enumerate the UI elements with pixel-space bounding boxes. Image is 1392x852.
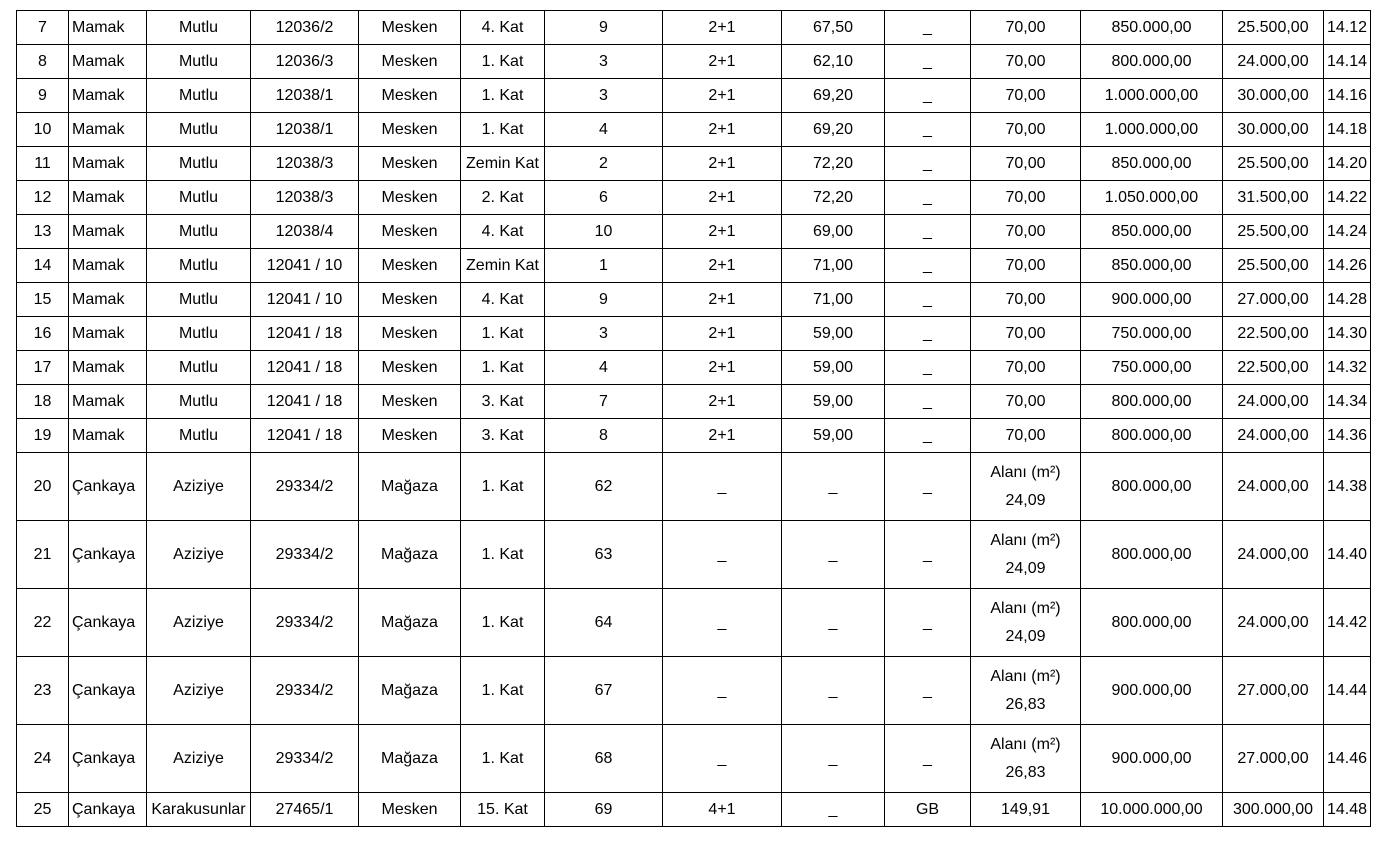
area-cell: 70,00 [971, 249, 1081, 283]
room-count-cell: 2+1 [663, 79, 782, 113]
property-type-cell: Mesken [359, 181, 461, 215]
price-cell: 1.000.000,00 [1081, 79, 1223, 113]
neighborhood-cell: Aziziye [147, 453, 251, 521]
time-cell: 14.34 [1324, 385, 1371, 419]
extra-cell: _ [885, 589, 971, 657]
table-row [17, 181, 1371, 215]
gross-area-cell: 67,50 [782, 11, 885, 45]
deposit-cell: 24.000,00 [1223, 589, 1324, 657]
unit-number-cell: 8 [545, 419, 663, 453]
property-type-cell: Mağaza [359, 657, 461, 725]
area-label: Alanı (m²) [990, 531, 1061, 549]
row-number-cell: 17 [17, 351, 69, 385]
row-number-cell: 7 [17, 11, 69, 45]
property-type-cell: Mesken [359, 215, 461, 249]
row-number-cell: 10 [17, 113, 69, 147]
district-cell: Mamak [69, 79, 147, 113]
gross-area-cell: 69,20 [782, 79, 885, 113]
neighborhood-cell: Aziziye [147, 657, 251, 725]
room-count-cell: 2+1 [663, 181, 782, 215]
unit-number-cell: 68 [545, 725, 663, 793]
neighborhood-cell: Mutlu [147, 317, 251, 351]
price-cell: 850.000,00 [1081, 11, 1223, 45]
table-row [17, 113, 1371, 147]
time-cell: 14.26 [1324, 249, 1371, 283]
neighborhood-cell: Mutlu [147, 181, 251, 215]
property-type-cell: Mağaza [359, 521, 461, 589]
unit-number-cell: 1 [545, 249, 663, 283]
table-row [17, 147, 1371, 181]
price-cell: 800.000,00 [1081, 385, 1223, 419]
area-label: Alanı (m²) [990, 599, 1061, 617]
floor-cell: 2. Kat [461, 181, 545, 215]
area-cell: 70,00 [971, 45, 1081, 79]
floor-cell: 3. Kat [461, 419, 545, 453]
parcel-cell: 12041 / 18 [251, 351, 359, 385]
extra-cell: _ [885, 79, 971, 113]
room-count-cell: _ [663, 725, 782, 793]
row-number-cell: 19 [17, 419, 69, 453]
gross-area-cell: 59,00 [782, 385, 885, 419]
parcel-cell: 12038/1 [251, 79, 359, 113]
table-row [17, 725, 1371, 793]
extra-cell: _ [885, 317, 971, 351]
gross-area-cell: 62,10 [782, 45, 885, 79]
extra-cell: _ [885, 45, 971, 79]
extra-cell: GB [885, 793, 971, 827]
deposit-cell: 27.000,00 [1223, 657, 1324, 725]
district-cell: Mamak [69, 351, 147, 385]
parcel-cell: 12038/1 [251, 113, 359, 147]
neighborhood-cell: Mutlu [147, 283, 251, 317]
neighborhood-cell: Karakusunlar [147, 793, 251, 827]
parcel-cell: 29334/2 [251, 521, 359, 589]
deposit-cell: 24.000,00 [1223, 453, 1324, 521]
time-cell: 14.16 [1324, 79, 1371, 113]
price-cell: 10.000.000,00 [1081, 793, 1223, 827]
deposit-cell: 25.500,00 [1223, 215, 1324, 249]
gross-area-cell: _ [782, 453, 885, 521]
deposit-cell: 27.000,00 [1223, 725, 1324, 793]
district-cell: Mamak [69, 147, 147, 181]
room-count-cell: 4+1 [663, 793, 782, 827]
district-cell: Çankaya [69, 725, 147, 793]
row-number-cell: 13 [17, 215, 69, 249]
row-number-cell: 18 [17, 385, 69, 419]
unit-number-cell: 9 [545, 283, 663, 317]
row-number-cell: 15 [17, 283, 69, 317]
property-type-cell: Mesken [359, 351, 461, 385]
neighborhood-cell: Mutlu [147, 113, 251, 147]
floor-cell: Zemin Kat [461, 147, 545, 181]
parcel-cell: 12041 / 18 [251, 385, 359, 419]
time-cell: 14.14 [1324, 45, 1371, 79]
area-value: 24,09 [1005, 559, 1046, 577]
parcel-cell: 29334/2 [251, 589, 359, 657]
floor-cell: 1. Kat [461, 113, 545, 147]
price-cell: 750.000,00 [1081, 351, 1223, 385]
time-cell: 14.40 [1324, 521, 1371, 589]
deposit-cell: 25.500,00 [1223, 11, 1324, 45]
time-cell: 14.28 [1324, 283, 1371, 317]
district-cell: Mamak [69, 419, 147, 453]
parcel-cell: 12041 / 10 [251, 283, 359, 317]
gross-area-cell: 69,20 [782, 113, 885, 147]
district-cell: Mamak [69, 283, 147, 317]
deposit-cell: 30.000,00 [1223, 79, 1324, 113]
time-cell: 14.22 [1324, 181, 1371, 215]
parcel-cell: 12041 / 10 [251, 249, 359, 283]
row-number-cell: 23 [17, 657, 69, 725]
table-row [17, 453, 1371, 521]
room-count-cell: 2+1 [663, 45, 782, 79]
district-cell: Çankaya [69, 453, 147, 521]
neighborhood-cell: Mutlu [147, 147, 251, 181]
gross-area-cell: 71,00 [782, 283, 885, 317]
neighborhood-cell: Aziziye [147, 521, 251, 589]
room-count-cell: _ [663, 521, 782, 589]
extra-cell: _ [885, 453, 971, 521]
extra-cell: _ [885, 521, 971, 589]
time-cell: 14.48 [1324, 793, 1371, 827]
extra-cell: _ [885, 181, 971, 215]
parcel-cell: 29334/2 [251, 657, 359, 725]
price-cell: 750.000,00 [1081, 317, 1223, 351]
price-cell: 800.000,00 [1081, 45, 1223, 79]
extra-cell: _ [885, 725, 971, 793]
gross-area-cell: 59,00 [782, 419, 885, 453]
gross-area-cell: 59,00 [782, 351, 885, 385]
table-row [17, 45, 1371, 79]
neighborhood-cell: Mutlu [147, 45, 251, 79]
row-number-cell: 9 [17, 79, 69, 113]
neighborhood-cell: Mutlu [147, 385, 251, 419]
room-count-cell: 2+1 [663, 385, 782, 419]
floor-cell: 4. Kat [461, 283, 545, 317]
unit-number-cell: 67 [545, 657, 663, 725]
table-row [17, 317, 1371, 351]
price-cell: 800.000,00 [1081, 589, 1223, 657]
district-cell: Mamak [69, 215, 147, 249]
deposit-cell: 25.500,00 [1223, 147, 1324, 181]
property-type-cell: Mesken [359, 147, 461, 181]
area-cell: 149,91 [971, 793, 1081, 827]
parcel-cell: 27465/1 [251, 793, 359, 827]
property-type-cell: Mesken [359, 793, 461, 827]
property-type-cell: Mesken [359, 113, 461, 147]
area-label: Alanı (m²) [990, 735, 1061, 753]
area-cell [971, 725, 1081, 793]
parcel-cell: 12036/2 [251, 11, 359, 45]
unit-number-cell: 9 [545, 11, 663, 45]
row-number-cell: 22 [17, 589, 69, 657]
floor-cell: 4. Kat [461, 215, 545, 249]
deposit-cell: 300.000,00 [1223, 793, 1324, 827]
floor-cell: 1. Kat [461, 351, 545, 385]
gross-area-cell: _ [782, 725, 885, 793]
deposit-cell: 31.500,00 [1223, 181, 1324, 215]
property-type-cell: Mesken [359, 385, 461, 419]
gross-area-cell: 59,00 [782, 317, 885, 351]
unit-number-cell: 63 [545, 521, 663, 589]
unit-number-cell: 69 [545, 793, 663, 827]
price-cell: 850.000,00 [1081, 249, 1223, 283]
extra-cell: _ [885, 147, 971, 181]
price-cell: 1.000.000,00 [1081, 113, 1223, 147]
property-type-cell: Mesken [359, 283, 461, 317]
table-row [17, 283, 1371, 317]
row-number-cell: 21 [17, 521, 69, 589]
price-cell: 800.000,00 [1081, 453, 1223, 521]
price-cell: 800.000,00 [1081, 521, 1223, 589]
time-cell: 14.32 [1324, 351, 1371, 385]
neighborhood-cell: Mutlu [147, 351, 251, 385]
table-row [17, 11, 1371, 45]
area-cell: 70,00 [971, 147, 1081, 181]
room-count-cell: 2+1 [663, 317, 782, 351]
extra-cell: _ [885, 351, 971, 385]
area-cell: 70,00 [971, 385, 1081, 419]
row-number-cell: 20 [17, 453, 69, 521]
table-row [17, 79, 1371, 113]
extra-cell: _ [885, 215, 971, 249]
extra-cell: _ [885, 11, 971, 45]
neighborhood-cell: Mutlu [147, 215, 251, 249]
time-cell: 14.30 [1324, 317, 1371, 351]
deposit-cell: 24.000,00 [1223, 45, 1324, 79]
table-row [17, 351, 1371, 385]
time-cell: 14.42 [1324, 589, 1371, 657]
row-number-cell: 11 [17, 147, 69, 181]
parcel-cell: 12041 / 18 [251, 419, 359, 453]
property-auction-table [16, 10, 1371, 827]
property-type-cell: Mesken [359, 79, 461, 113]
neighborhood-cell: Mutlu [147, 419, 251, 453]
area-value: 26,83 [1005, 763, 1046, 781]
property-type-cell: Mesken [359, 249, 461, 283]
price-cell: 900.000,00 [1081, 657, 1223, 725]
extra-cell: _ [885, 419, 971, 453]
neighborhood-cell: Mutlu [147, 249, 251, 283]
area-cell: 70,00 [971, 283, 1081, 317]
table-row [17, 249, 1371, 283]
property-type-cell: Mesken [359, 11, 461, 45]
district-cell: Çankaya [69, 793, 147, 827]
district-cell: Çankaya [69, 589, 147, 657]
extra-cell: _ [885, 113, 971, 147]
gross-area-cell: 72,20 [782, 181, 885, 215]
area-cell [971, 453, 1081, 521]
row-number-cell: 14 [17, 249, 69, 283]
price-cell: 850.000,00 [1081, 147, 1223, 181]
parcel-cell: 12038/3 [251, 181, 359, 215]
neighborhood-cell: Mutlu [147, 11, 251, 45]
area-value: 24,09 [1005, 627, 1046, 645]
district-cell: Mamak [69, 11, 147, 45]
floor-cell: 1. Kat [461, 521, 545, 589]
unit-number-cell: 62 [545, 453, 663, 521]
district-cell: Mamak [69, 317, 147, 351]
time-cell: 14.24 [1324, 215, 1371, 249]
property-type-cell: Mesken [359, 317, 461, 351]
time-cell: 14.46 [1324, 725, 1371, 793]
table-row [17, 385, 1371, 419]
area-cell: 70,00 [971, 79, 1081, 113]
neighborhood-cell: Aziziye [147, 725, 251, 793]
unit-number-cell: 3 [545, 317, 663, 351]
floor-cell: Zemin Kat [461, 249, 545, 283]
room-count-cell: 2+1 [663, 283, 782, 317]
table-row [17, 215, 1371, 249]
deposit-cell: 24.000,00 [1223, 521, 1324, 589]
gross-area-cell: 71,00 [782, 249, 885, 283]
row-number-cell: 24 [17, 725, 69, 793]
floor-cell: 1. Kat [461, 725, 545, 793]
room-count-cell: 2+1 [663, 419, 782, 453]
area-cell: 70,00 [971, 113, 1081, 147]
unit-number-cell: 10 [545, 215, 663, 249]
parcel-cell: 12038/4 [251, 215, 359, 249]
deposit-cell: 24.000,00 [1223, 385, 1324, 419]
unit-number-cell: 3 [545, 45, 663, 79]
table-body [17, 11, 1371, 827]
gross-area-cell: _ [782, 793, 885, 827]
property-type-cell: Mağaza [359, 453, 461, 521]
area-cell: 70,00 [971, 419, 1081, 453]
price-cell: 1.050.000,00 [1081, 181, 1223, 215]
time-cell: 14.12 [1324, 11, 1371, 45]
district-cell: Çankaya [69, 521, 147, 589]
deposit-cell: 25.500,00 [1223, 249, 1324, 283]
district-cell: Mamak [69, 181, 147, 215]
time-cell: 14.36 [1324, 419, 1371, 453]
extra-cell: _ [885, 283, 971, 317]
area-cell: 70,00 [971, 351, 1081, 385]
price-cell: 900.000,00 [1081, 283, 1223, 317]
floor-cell: 1. Kat [461, 317, 545, 351]
area-cell: 70,00 [971, 181, 1081, 215]
parcel-cell: 12036/3 [251, 45, 359, 79]
room-count-cell: _ [663, 453, 782, 521]
area-cell: 70,00 [971, 215, 1081, 249]
room-count-cell: 2+1 [663, 351, 782, 385]
price-cell: 800.000,00 [1081, 419, 1223, 453]
unit-number-cell: 4 [545, 113, 663, 147]
area-value: 26,83 [1005, 695, 1046, 713]
unit-number-cell: 64 [545, 589, 663, 657]
area-value: 24,09 [1005, 491, 1046, 509]
unit-number-cell: 7 [545, 385, 663, 419]
district-cell: Mamak [69, 113, 147, 147]
district-cell: Mamak [69, 45, 147, 79]
row-number-cell: 8 [17, 45, 69, 79]
table-row [17, 657, 1371, 725]
room-count-cell: 2+1 [663, 11, 782, 45]
room-count-cell: 2+1 [663, 147, 782, 181]
area-cell: 70,00 [971, 317, 1081, 351]
deposit-cell: 27.000,00 [1223, 283, 1324, 317]
area-cell [971, 589, 1081, 657]
table-row [17, 521, 1371, 589]
table-row [17, 419, 1371, 453]
deposit-cell: 22.500,00 [1223, 317, 1324, 351]
property-type-cell: Mağaza [359, 589, 461, 657]
extra-cell: _ [885, 657, 971, 725]
area-cell [971, 657, 1081, 725]
parcel-cell: 29334/2 [251, 725, 359, 793]
price-cell: 900.000,00 [1081, 725, 1223, 793]
floor-cell: 1. Kat [461, 79, 545, 113]
time-cell: 14.20 [1324, 147, 1371, 181]
extra-cell: _ [885, 249, 971, 283]
floor-cell: 1. Kat [461, 589, 545, 657]
floor-cell: 15. Kat [461, 793, 545, 827]
row-number-cell: 16 [17, 317, 69, 351]
room-count-cell: _ [663, 657, 782, 725]
district-cell: Mamak [69, 249, 147, 283]
gross-area-cell: _ [782, 589, 885, 657]
gross-area-cell: 69,00 [782, 215, 885, 249]
gross-area-cell: 72,20 [782, 147, 885, 181]
deposit-cell: 24.000,00 [1223, 419, 1324, 453]
time-cell: 14.38 [1324, 453, 1371, 521]
row-number-cell: 12 [17, 181, 69, 215]
parcel-cell: 12038/3 [251, 147, 359, 181]
room-count-cell: 2+1 [663, 215, 782, 249]
floor-cell: 1. Kat [461, 45, 545, 79]
district-cell: Çankaya [69, 657, 147, 725]
room-count-cell: 2+1 [663, 249, 782, 283]
deposit-cell: 30.000,00 [1223, 113, 1324, 147]
gross-area-cell: _ [782, 657, 885, 725]
extra-cell: _ [885, 385, 971, 419]
floor-cell: 1. Kat [461, 453, 545, 521]
property-type-cell: Mesken [359, 419, 461, 453]
district-cell: Mamak [69, 385, 147, 419]
room-count-cell: 2+1 [663, 113, 782, 147]
floor-cell: 4. Kat [461, 11, 545, 45]
unit-number-cell: 6 [545, 181, 663, 215]
area-cell [971, 521, 1081, 589]
time-cell: 14.18 [1324, 113, 1371, 147]
property-type-cell: Mağaza [359, 725, 461, 793]
gross-area-cell: _ [782, 521, 885, 589]
table-row [17, 589, 1371, 657]
row-number-cell: 25 [17, 793, 69, 827]
property-type-cell: Mesken [359, 45, 461, 79]
table-row [17, 793, 1371, 827]
neighborhood-cell: Aziziye [147, 589, 251, 657]
unit-number-cell: 4 [545, 351, 663, 385]
parcel-cell: 12041 / 18 [251, 317, 359, 351]
area-cell: 70,00 [971, 11, 1081, 45]
unit-number-cell: 2 [545, 147, 663, 181]
price-cell: 850.000,00 [1081, 215, 1223, 249]
floor-cell: 3. Kat [461, 385, 545, 419]
floor-cell: 1. Kat [461, 657, 545, 725]
room-count-cell: _ [663, 589, 782, 657]
neighborhood-cell: Mutlu [147, 79, 251, 113]
time-cell: 14.44 [1324, 657, 1371, 725]
parcel-cell: 29334/2 [251, 453, 359, 521]
area-label: Alanı (m²) [990, 463, 1061, 481]
unit-number-cell: 3 [545, 79, 663, 113]
deposit-cell: 22.500,00 [1223, 351, 1324, 385]
area-label: Alanı (m²) [990, 667, 1061, 685]
